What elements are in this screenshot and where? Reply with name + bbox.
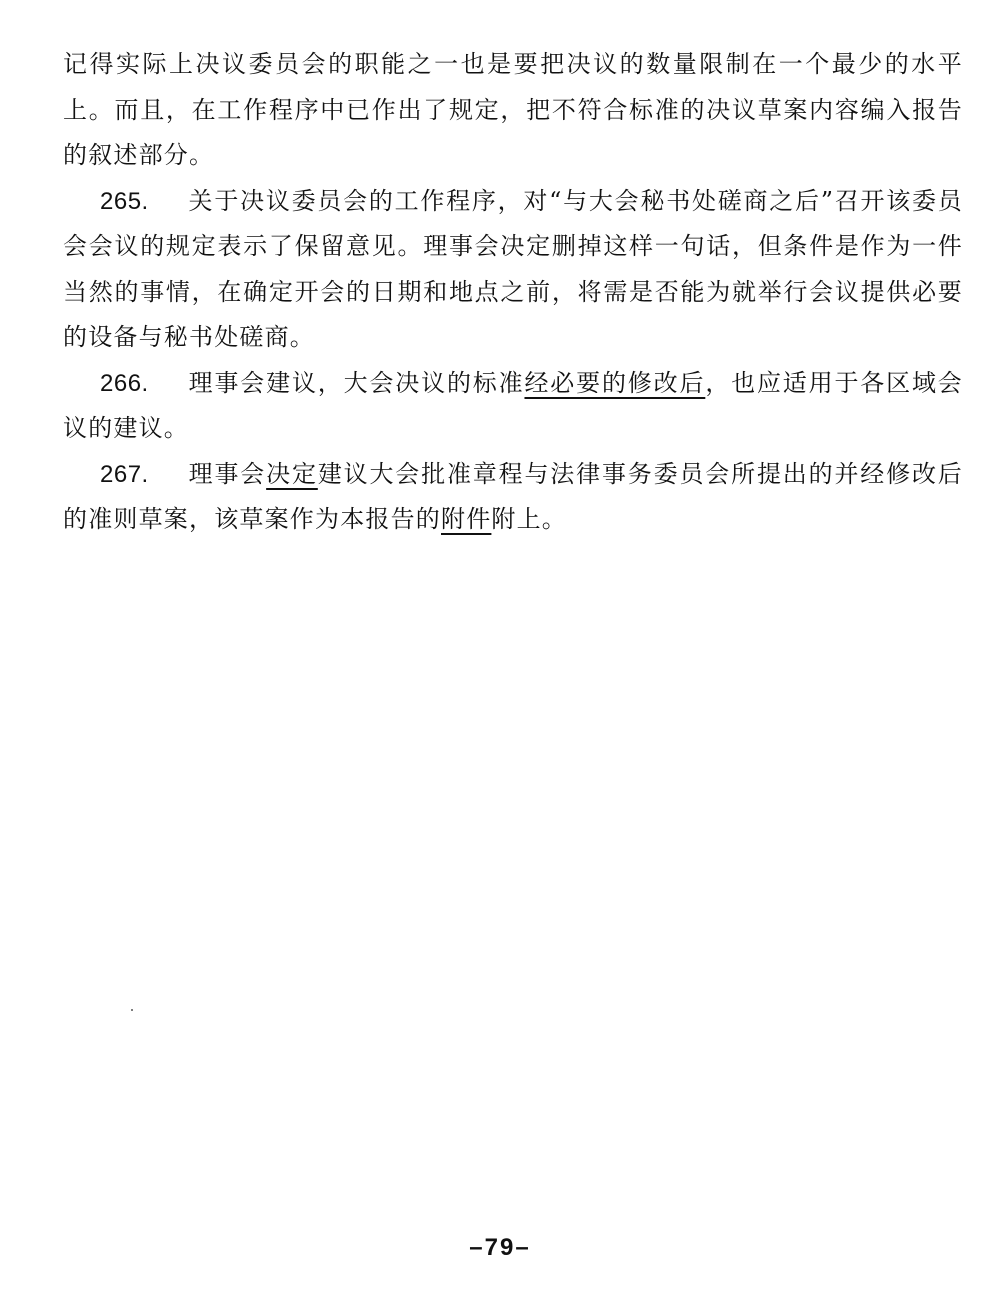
body-text [63,42,963,543]
paragraph-text: ，也应适用于各区域会议的建议。 [63,368,964,442]
paragraph-text: 建议大会批准章程与法律事务委员会所提出的并经修改后的准则草案，该草案作为本报告的 [63,459,963,533]
paragraph-number: 266. [100,369,149,397]
paragraph-number: 267. [100,460,149,488]
underlined-text: 决定 [266,459,318,488]
paragraph-text: 关于决议委员会的工作程序，对“与大会秘书处磋商之后”召开该委员会会议的规定表示了保留意见。理事会决定删掉这样一句话，但条件是作为一件当然的事情，在确定开会的日期和地点之前，将需是否能为就举行会议提供必要的设备与秘书处磋商。 [63,186,963,351]
paragraph-text: 理事会建议，大会决议的标准 [188,368,525,397]
continuation-paragraph [63,42,963,179]
underlined-text: 附件 [441,505,492,533]
paragraph-265 [63,179,963,361]
paragraph-266 [63,361,963,452]
paragraph-text: 附上。 [491,505,568,533]
paragraph-text: 理事会 [188,459,267,488]
page-number: –79– [469,1234,531,1261]
paragraph-number: 265. [100,187,149,215]
scan-speck [131,1009,133,1011]
paragraph-267 [63,452,963,543]
underlined-text: 经必要的修改后 [524,368,706,397]
continuation-text: 记得实际上决议委员会的职能之一也是要把决议的数量限制在一个最少的水平上。而且，在工作程序中已作出了规定，把不符合标准的决议草案内容编入报告的叙述部分。 [63,50,963,169]
